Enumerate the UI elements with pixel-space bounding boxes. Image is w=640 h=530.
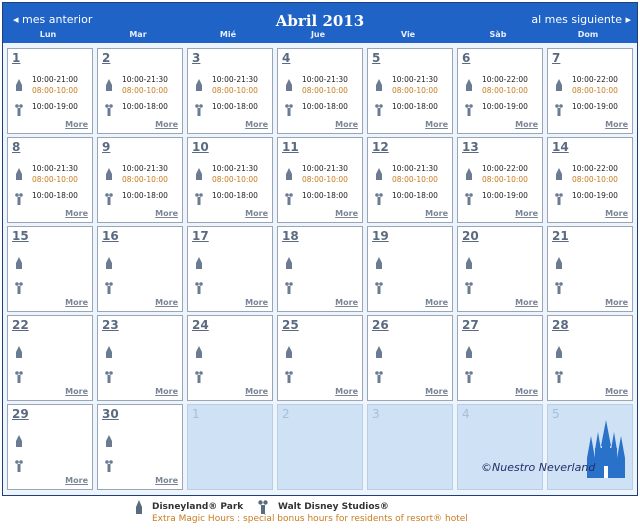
day-cell[interactable] [97, 226, 183, 312]
castle-icon [375, 76, 383, 88]
day-cell [187, 404, 273, 490]
castle-icon [105, 76, 113, 88]
studios-hours: 10:00-19:00 [32, 102, 78, 111]
more-link[interactable]: More [605, 120, 628, 129]
emh-hours: 08:00-10:00 [392, 86, 438, 95]
more-link[interactable]: More [605, 298, 628, 307]
day-cell[interactable] [97, 137, 183, 223]
day-cell[interactable] [7, 315, 93, 401]
mickey-icon [105, 190, 113, 202]
park-hours: 10:00-22:00 [482, 164, 528, 173]
more-link[interactable]: More [155, 476, 178, 485]
day-number[interactable]: 6 [462, 51, 471, 65]
day-number[interactable]: 11 [282, 140, 299, 154]
castle-icon [465, 254, 473, 266]
studios-hours: 10:00-18:00 [302, 191, 348, 200]
day-number[interactable]: 13 [462, 140, 479, 154]
day-number[interactable]: 23 [102, 318, 119, 332]
mickey-icon [465, 279, 473, 291]
day-number[interactable]: 25 [282, 318, 299, 332]
mickey-icon [15, 190, 23, 202]
day-number[interactable]: 22 [12, 318, 29, 332]
castle-icon [105, 254, 113, 266]
day-cell[interactable] [277, 48, 363, 134]
studios-hours: 10:00-18:00 [212, 102, 258, 111]
studios-hours: 10:00-18:00 [302, 102, 348, 111]
day-cell [457, 404, 543, 490]
day-cell[interactable] [7, 404, 93, 490]
mickey-icon [555, 279, 563, 291]
castle-icon [134, 500, 144, 514]
day-cell [367, 404, 453, 490]
mickey-icon [465, 368, 473, 380]
studios-hours: 10:00-18:00 [122, 102, 168, 111]
studios-hours: 10:00-18:00 [32, 191, 78, 200]
mickey-icon [465, 101, 473, 113]
emh-hours: 08:00-10:00 [302, 86, 348, 95]
castle-icon [285, 165, 293, 177]
day-number[interactable]: 10 [192, 140, 209, 154]
day-cell[interactable] [7, 226, 93, 312]
mickey-icon [105, 368, 113, 380]
more-link[interactable]: More [425, 387, 448, 396]
weekday-label: Sàb [489, 30, 507, 39]
next-month-label: al mes siguiente [531, 13, 622, 26]
mickey-icon [195, 190, 203, 202]
mickey-icon [15, 101, 23, 113]
studios-hours: 10:00-19:00 [572, 102, 618, 111]
castle-icon [465, 165, 473, 177]
more-link[interactable]: More [515, 120, 538, 129]
day-number[interactable]: 26 [372, 318, 389, 332]
day-number[interactable]: 3 [192, 51, 201, 65]
mickey-icon [285, 279, 293, 291]
castle-icon [15, 165, 23, 177]
more-link[interactable]: More [335, 298, 358, 307]
mickey-icon [15, 279, 23, 291]
calendar-header [3, 3, 637, 43]
calendar [2, 2, 638, 496]
day-number[interactable]: 9 [102, 140, 111, 154]
weekday-label: Lun [39, 30, 57, 39]
mickey-icon [375, 279, 383, 291]
more-link[interactable]: More [245, 120, 268, 129]
castle-icon [15, 432, 23, 444]
park-hours: 10:00-21:30 [392, 164, 438, 173]
day-number[interactable]: 7 [552, 51, 561, 65]
more-link[interactable]: More [515, 209, 538, 218]
castle-icon [465, 76, 473, 88]
park-hours: 10:00-22:00 [482, 75, 528, 84]
park-hours: 10:00-21:30 [212, 164, 258, 173]
day-number[interactable]: 15 [12, 229, 29, 243]
day-cell[interactable] [547, 226, 633, 312]
more-link[interactable]: More [425, 209, 448, 218]
mickey-icon [258, 500, 268, 514]
weekday-label: Dom [577, 30, 599, 39]
prev-month-link[interactable]: ◂ mes anterior [13, 13, 93, 26]
more-link[interactable]: More [515, 298, 538, 307]
day-number[interactable]: 17 [192, 229, 209, 243]
more-link[interactable]: More [245, 298, 268, 307]
mickey-icon [15, 457, 23, 469]
park-hours: 10:00-21:30 [122, 75, 168, 84]
park-hours: 10:00-21:30 [32, 164, 78, 173]
day-cell[interactable] [277, 137, 363, 223]
day-number: 5 [552, 407, 560, 421]
watermark-text: ©Nuestro Neverland [481, 461, 596, 474]
mickey-icon [15, 368, 23, 380]
emh-hours: 08:00-10:00 [302, 175, 348, 184]
castle-icon [555, 254, 563, 266]
castle-icon [195, 343, 203, 355]
studios-hours: 10:00-18:00 [392, 102, 438, 111]
park-hours: 10:00-22:00 [572, 164, 618, 173]
castle-icon [195, 254, 203, 266]
studios-hours: 10:00-18:00 [392, 191, 438, 200]
day-cell[interactable] [277, 226, 363, 312]
day-cell[interactable] [457, 137, 543, 223]
park-hours: 10:00-21:30 [302, 75, 348, 84]
castle-icon [15, 343, 23, 355]
day-cell[interactable] [367, 137, 453, 223]
studios-hours: 10:00-19:00 [482, 102, 528, 111]
castle-icon [375, 254, 383, 266]
day-cell[interactable] [97, 404, 183, 490]
castle-icon [105, 343, 113, 355]
day-number[interactable]: 29 [12, 407, 29, 421]
day-number: 2 [282, 407, 290, 421]
emh-hours: 08:00-10:00 [32, 86, 78, 95]
mickey-icon [465, 190, 473, 202]
emh-hours: 08:00-10:00 [212, 86, 258, 95]
day-cell[interactable] [187, 315, 273, 401]
day-cell [277, 404, 363, 490]
castle-icon [195, 165, 203, 177]
day-cell[interactable] [187, 48, 273, 134]
more-link[interactable]: More [155, 120, 178, 129]
mickey-icon [375, 368, 383, 380]
castle-icon [375, 165, 383, 177]
month-title: Abril 2013 [275, 12, 365, 30]
more-link[interactable]: More [65, 209, 88, 218]
mickey-icon [195, 368, 203, 380]
mickey-icon [555, 101, 563, 113]
more-link[interactable]: More [155, 209, 178, 218]
more-link[interactable]: More [335, 387, 358, 396]
day-number: 3 [372, 407, 380, 421]
weekday-label: Mié [219, 30, 237, 39]
day-number[interactable]: 18 [282, 229, 299, 243]
studios-hours: 10:00-18:00 [122, 191, 168, 200]
day-cell[interactable] [457, 315, 543, 401]
day-number[interactable]: 21 [552, 229, 569, 243]
day-cell[interactable] [547, 137, 633, 223]
emh-hours: 08:00-10:00 [212, 175, 258, 184]
legend-emh: Extra Magic Hours : special bonus hours for residents of resort® hotel [152, 514, 468, 524]
day-number: 1 [192, 407, 200, 421]
more-link[interactable]: More [515, 387, 538, 396]
emh-hours: 08:00-10:00 [482, 86, 528, 95]
mickey-icon [555, 190, 563, 202]
emh-hours: 08:00-10:00 [122, 86, 168, 95]
castle-icon [555, 343, 563, 355]
park-hours: 10:00-21:30 [212, 75, 258, 84]
weekday-label: Vie [400, 30, 416, 39]
weekday-label: Mar [129, 30, 147, 39]
day-cell[interactable] [367, 315, 453, 401]
castle-icon [465, 343, 473, 355]
mickey-icon [285, 101, 293, 113]
more-link[interactable]: More [605, 387, 628, 396]
park-hours: 10:00-21:30 [122, 164, 168, 173]
day-number[interactable]: 8 [12, 140, 21, 154]
castle-icon [285, 343, 293, 355]
day-cell[interactable] [547, 48, 633, 134]
mickey-icon [195, 101, 203, 113]
more-link[interactable]: More [245, 209, 268, 218]
day-number[interactable]: 4 [282, 51, 291, 65]
day-number[interactable]: 28 [552, 318, 569, 332]
day-cell[interactable] [97, 315, 183, 401]
more-link[interactable]: More [425, 298, 448, 307]
park-hours: 10:00-22:00 [572, 75, 618, 84]
next-month-link[interactable]: al mes siguiente ▸ [531, 13, 631, 26]
emh-hours: 08:00-10:00 [122, 175, 168, 184]
day-number[interactable]: 30 [102, 407, 119, 421]
castle-icon [555, 165, 563, 177]
mickey-icon [195, 279, 203, 291]
day-number[interactable]: 16 [102, 229, 119, 243]
mickey-icon [285, 190, 293, 202]
day-cell[interactable] [367, 48, 453, 134]
emh-hours: 08:00-10:00 [32, 175, 78, 184]
castle-icon [15, 76, 23, 88]
more-link[interactable]: More [605, 209, 628, 218]
day-cell[interactable] [457, 48, 543, 134]
castle-icon [555, 76, 563, 88]
more-link[interactable]: More [65, 387, 88, 396]
day-cell[interactable] [187, 226, 273, 312]
weekday-label: Jue [310, 30, 326, 39]
day-cell[interactable] [277, 315, 363, 401]
more-link[interactable]: More [335, 120, 358, 129]
castle-icon [105, 165, 113, 177]
studios-hours: 10:00-19:00 [572, 191, 618, 200]
weekday-row [3, 30, 637, 43]
prev-month-label: mes anterior [22, 13, 93, 26]
day-cell[interactable] [367, 226, 453, 312]
more-link[interactable]: More [65, 120, 88, 129]
emh-hours: 08:00-10:00 [572, 86, 618, 95]
day-number[interactable]: 20 [462, 229, 479, 243]
castle-icon [285, 254, 293, 266]
day-cell[interactable] [457, 226, 543, 312]
castle-icon [375, 343, 383, 355]
day-number: 4 [462, 407, 470, 421]
studios-hours: 10:00-19:00 [482, 191, 528, 200]
day-number[interactable]: 24 [192, 318, 209, 332]
day-number[interactable]: 1 [12, 51, 21, 65]
day-number[interactable]: 27 [462, 318, 479, 332]
castle-icon [285, 76, 293, 88]
legend [0, 498, 640, 530]
more-link[interactable]: More [65, 476, 88, 485]
more-link[interactable]: More [155, 298, 178, 307]
more-link[interactable]: More [335, 209, 358, 218]
legend-park: Disneyland® Park [152, 502, 244, 512]
more-link[interactable]: More [155, 387, 178, 396]
castle-icon [15, 254, 23, 266]
day-number[interactable]: 5 [372, 51, 381, 65]
emh-hours: 08:00-10:00 [392, 175, 438, 184]
castle-icon [195, 76, 203, 88]
day-cell[interactable] [547, 315, 633, 401]
park-hours: 10:00-21:30 [302, 164, 348, 173]
day-cell[interactable] [7, 48, 93, 134]
more-link[interactable]: More [425, 120, 448, 129]
mickey-icon [555, 368, 563, 380]
day-number[interactable]: 12 [372, 140, 389, 154]
mickey-icon [105, 279, 113, 291]
mickey-icon [105, 457, 113, 469]
day-cell[interactable] [7, 137, 93, 223]
emh-hours: 08:00-10:00 [482, 175, 528, 184]
day-cell[interactable] [97, 48, 183, 134]
mickey-icon [105, 101, 113, 113]
day-number[interactable]: 19 [372, 229, 389, 243]
more-link[interactable]: More [245, 387, 268, 396]
legend-studios: Walt Disney Studios® [278, 502, 389, 512]
mickey-icon [375, 101, 383, 113]
park-hours: 10:00-21:30 [392, 75, 438, 84]
mickey-icon [375, 190, 383, 202]
day-cell[interactable] [187, 137, 273, 223]
studios-hours: 10:00-18:00 [212, 191, 258, 200]
emh-hours: 08:00-10:00 [572, 175, 618, 184]
mickey-icon [285, 368, 293, 380]
day-number[interactable]: 2 [102, 51, 111, 65]
day-number[interactable]: 14 [552, 140, 569, 154]
more-link[interactable]: More [65, 298, 88, 307]
castle-icon [105, 432, 113, 444]
park-hours: 10:00-21:00 [32, 75, 78, 84]
